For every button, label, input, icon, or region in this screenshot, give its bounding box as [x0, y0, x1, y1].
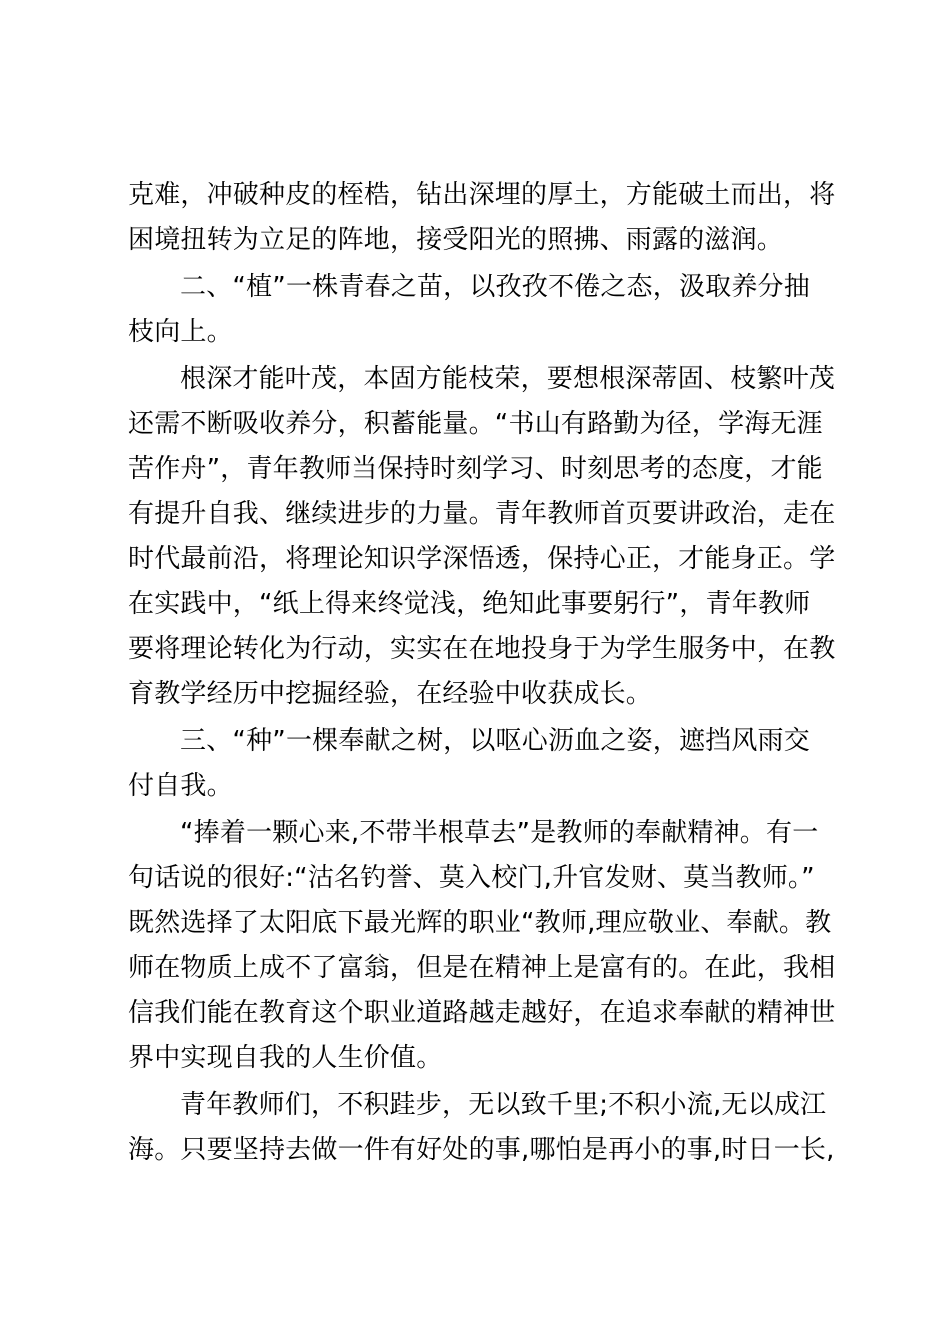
text-line: 在实践中，“纸上得来终觉浅，绝知此事要躬行”，青年教师 — [128, 589, 811, 619]
text-line: 青年教师们，不积跬步，无以致千里;不积小流,无以成江 — [180, 1090, 827, 1120]
text-line: “捧着一颗心来,不带半根草去”是教师的奉献精神。有一 — [180, 818, 819, 848]
text-line: 界中实现自我的人生价值。 — [128, 1043, 443, 1073]
text-line: 困境扭转为立足的阵地，接受阳光的照拂、雨露的滋润。 — [128, 225, 784, 255]
text-line: 要将理论转化为行动，实实在在地投身于为学生服务中，在教 — [128, 634, 836, 664]
text-line: 克难，冲破种皮的桎梏，钻出深埋的厚土，方能破土而出，将 — [128, 180, 836, 210]
text-line: 苦作舟”，青年教师当保持时刻学习、时刻思考的态度，才能 — [128, 454, 823, 484]
section-heading-continued: 付自我。 — [128, 771, 233, 801]
text-line: 师在物质上成不了富翁，但是在精神上是富有的。在此，我相 — [128, 953, 836, 983]
text-line: 还需不断吸收养分，积蓄能量。“书山有路勤为径，学海无涯 — [128, 409, 823, 439]
text-line: 句话说的很好:“沽名钓誉、莫入校门,升官发财、莫当教师。” — [128, 863, 815, 893]
text-line: 根深才能叶茂，本固方能枝荣，要想根深蒂固、枝繁叶茂 — [180, 364, 836, 394]
section-heading: 二、“植”一株青春之苗，以孜孜不倦之态，汲取养分抽 — [180, 272, 810, 302]
text-line: 信我们能在教育这个职业道路越走越好，在追求奉献的精神世 — [128, 998, 836, 1028]
document-body — [128, 173, 838, 1173]
section-heading-continued: 枝向上。 — [128, 317, 233, 347]
text-line: 海。只要坚持去做一件有好处的事,哪怕是再小的事,时日一长, — [128, 1135, 835, 1165]
section-heading: 三、“种”一棵奉献之树，以呕心沥血之姿，遮挡风雨交 — [180, 726, 810, 756]
text-line: 时代最前沿，将理论知识学深悟透，保持心正，才能身正。学 — [128, 544, 836, 574]
text-line: 既然选择了太阳底下最光辉的职业“教师,理应敬业、奉献。教 — [128, 908, 832, 938]
text-line: 有提升自我、继续进步的力量。青年教师首页要讲政治，走在 — [128, 499, 836, 529]
text-line: 育教学经历中挖掘经验，在经验中收获成长。 — [128, 679, 653, 709]
